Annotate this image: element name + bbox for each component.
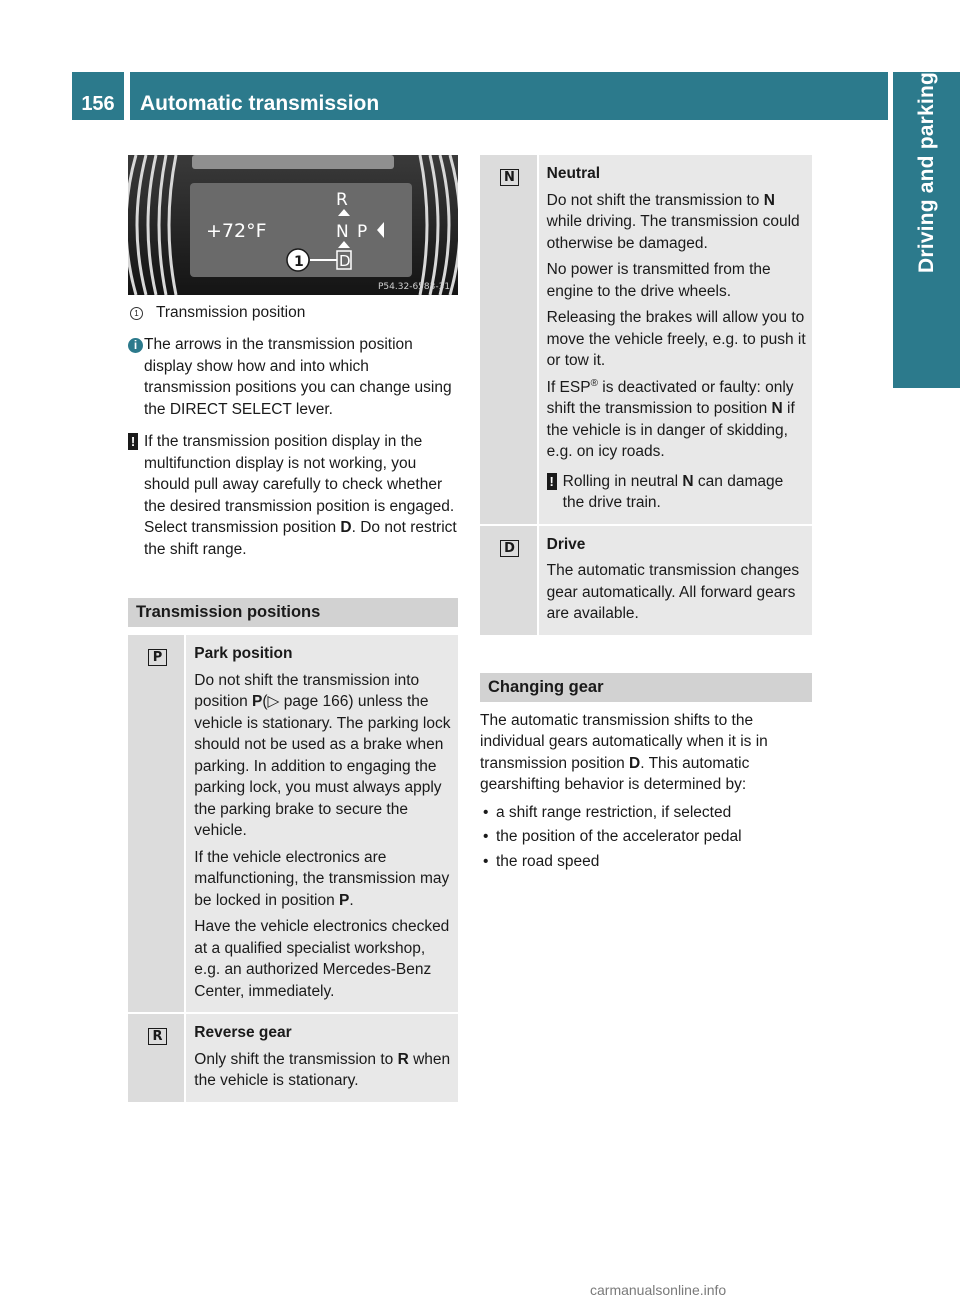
page-title: Automatic transmission	[130, 72, 888, 120]
gear-row-reverse: R Reverse gear Only shift the transmission to R when the vehicle is stationary.	[128, 1014, 458, 1102]
transmission-positions-table	[128, 598, 458, 1102]
section-name: Driving and parking	[914, 72, 938, 273]
gear-row-neutral: N Neutral Do not shift the transmission to N while driving. The transmission could otherwise be damaged. No power is transmitted from the engine to the drive wheels. Releasing the brakes will allow you to move the vehicle freely, e.g. to push it or tow it. If ESP® is deactivated or faulty: only shift the transmission to position N if the vehicle is in danger of skidding, e.g. on icy roads. ! Rolling in neutral N can damage the drive train.	[480, 155, 812, 524]
gear-n-label: N	[336, 222, 349, 242]
transmission-display-figure	[128, 155, 458, 295]
footer-watermark[interactable]: carmanualsonline.info	[590, 1282, 727, 1298]
page-number: 156	[72, 72, 124, 120]
right-column	[480, 155, 812, 872]
gearshift-factors-list	[480, 802, 812, 873]
gear-r-label: R	[336, 190, 348, 210]
gear-title: Drive	[546, 535, 586, 553]
page-reference[interactable]: (▷ page 166)	[262, 693, 354, 710]
page-header	[72, 72, 888, 120]
list-item: • the road speed	[480, 851, 812, 873]
warning-note: ! If the transmission position display in the multifunction display is not working, you should pull away carefully to check whether the desired transmission position is engaged. Select transmission position D. Do not restrict the shift range.	[128, 431, 460, 560]
figure-code: P54.32-6583-31	[378, 282, 451, 292]
gear-row-drive: D Drive The automatic transmission changes gear automatically. All forward gears are available.	[480, 526, 812, 635]
gear-title: Park position	[194, 645, 293, 662]
park-symbol-icon: P	[148, 649, 167, 666]
gear-d-label: D	[339, 252, 351, 270]
temperature-readout: +72°F	[206, 220, 267, 242]
info-icon: i	[128, 338, 143, 353]
gear-row-park: P Park position Do not shift the transmission into position P(▷ page 166) unless the vehicle is stationary. The parking lock should not be used as a brake when parking. In addition to engaging the parking lock, you must always apply the parking brake to secure the vehicle. If the vehicle electronics are malfunctioning, the transmission may be locked in position P. Have the vehicle electronics checked at a qualified specialist workshop, e.g. an authorized Mercedes-Benz Center, immediately.	[128, 635, 458, 1012]
callout-number: 1	[294, 254, 304, 270]
drive-symbol-icon: D	[500, 540, 519, 557]
warning-icon: !	[547, 473, 557, 490]
figure-caption	[128, 302, 305, 324]
gear-title: Neutral	[546, 165, 601, 182]
gear-title: Reverse gear	[194, 1024, 292, 1041]
gear-p-label: P	[357, 222, 368, 242]
section-heading-changing-gear: Changing gear	[480, 673, 812, 702]
caption-text: Transmission position	[156, 304, 306, 321]
neutral-symbol-icon: N	[500, 169, 519, 186]
section-heading-transmission-positions: Transmission positions	[128, 598, 458, 627]
callout-marker: 1	[130, 307, 143, 320]
warning-icon: !	[128, 433, 138, 450]
list-item: • the position of the accelerator pedal	[480, 826, 812, 848]
list-item: • a shift range restriction, if selected	[480, 802, 812, 824]
section-side-label	[893, 72, 960, 388]
info-note	[128, 334, 460, 420]
info-note-text: The arrows in the transmission position display show how and into which transmission positions you can change using the DIRECT SELECT lever.	[144, 336, 452, 418]
upper-display-strip	[192, 155, 394, 169]
reverse-symbol-icon: R	[148, 1028, 167, 1045]
changing-gear-section: Changing gear The automatic transmission shifts to the individual gears automatically when it is in transmission position D. This automatic gearshifting behavior is determined by: • a shift range restriction, if selected • the position of the accelerator pedal • the road speed	[480, 673, 812, 873]
dashboard-illustration	[128, 155, 458, 295]
neutral-warning: ! Rolling in neutral N can damage the drive train.	[547, 471, 808, 514]
